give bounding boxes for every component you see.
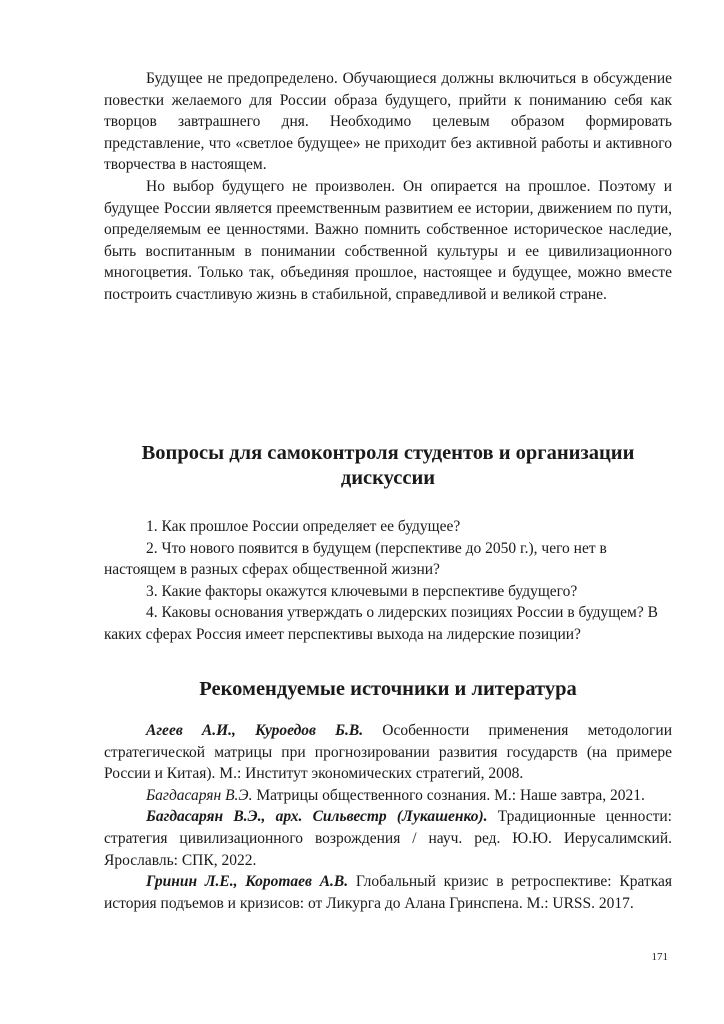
source-text: Матрицы общественного сознания. М.: Наше завтра, 2021. xyxy=(252,786,645,804)
page-number: 171 xyxy=(651,951,668,963)
source-item xyxy=(104,720,672,785)
sources-heading: Рекомендуемые источники и литература xyxy=(199,678,577,700)
sources-list xyxy=(104,720,672,914)
intro-paragraph-1: Будущее не предопределено. Обучающиеся должны включиться в обсуждение повестки желаемого для России образа будущего, прийти к пониманию себя как творцов завтрашнего дня. Необходимо целевым образом формировать представление, что «светлое будущее» не приходит без активной работы и активного творчества в настоящем. xyxy=(104,70,672,174)
source-item xyxy=(104,806,672,871)
source-item xyxy=(104,871,672,914)
source-author: Багдасарян В.Э. xyxy=(146,786,253,804)
intro-section xyxy=(104,68,672,306)
intro-paragraph-2: Но выбор будущего не произволен. Он опирается на прошлое. Поэтому и будущее России является преемственным развитием ее истории, движением по пути, определяемым ее ценностями. Важно помнить собственное историческое наследие, быть воспитанным в понимании собственной культуры и ее цивилизационного многоцветия. Только так, объединяя прошлое, настоящее и будущее, можно вместе построить счастливую жизнь в стабильной, справедливой и великой стране. xyxy=(104,177,672,303)
questions-list xyxy=(104,516,672,646)
question-item: 4. Каковы основания утверждать о лидерских позициях России в будущем? В каких сферах Россия имеет перспективы выхода на лидерские позиции? xyxy=(104,604,658,643)
question-item: 1. Как прошлое России определяет ее будущее? xyxy=(146,518,461,535)
questions-section xyxy=(112,441,664,491)
source-item xyxy=(104,785,672,807)
source-text: Особенности применения методологии стратегической матрицы при прогнозировании развития государств (на примере России и Китая). М.: Институт экономических стратегий, 2008. xyxy=(104,722,672,783)
source-text: Глобальный кризис в ретроспективе: Краткая история подъемов и кризисов: от Ликурга до Алана Гринспена. М.: URSS. 2017. xyxy=(104,873,672,912)
questions-heading: Вопросы для самоконтроля студентов и организации дискуссии xyxy=(141,442,635,489)
source-author: Багдасарян В.Э., арх. Сильвестр (Лукашенко). xyxy=(146,808,488,826)
source-author: Агеев А.И., Куроедов Б.В. xyxy=(146,722,364,739)
question-item: 2. Что нового появится в будущем (перспективе до 2050 г.), чего нет в настоящем в разных сферах общественной жизни? xyxy=(104,539,607,579)
source-author: Гринин Л.Е., Коротаев А.В. xyxy=(146,873,349,891)
sources-heading-block xyxy=(104,677,672,702)
question-item: 3. Какие факторы окажутся ключевыми в перспективе будущего? xyxy=(146,582,578,600)
source-text: Традиционные ценности: стратегия цивилизационного возрождения / науч. ред. Ю.Ю. Иерусалимский. Ярославль: СПК, 2022. xyxy=(104,808,672,869)
